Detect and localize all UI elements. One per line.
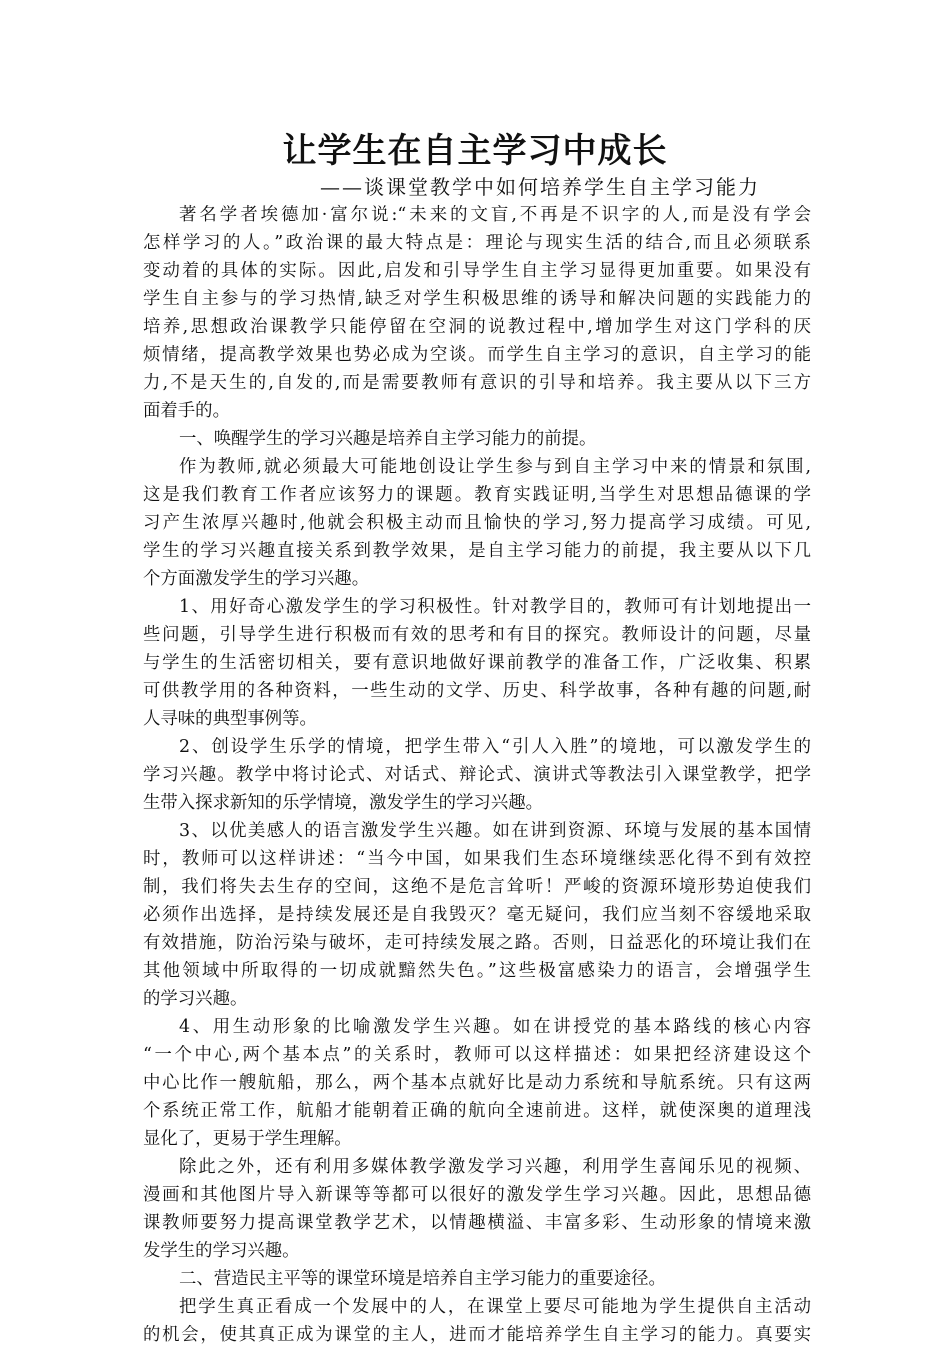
body-line: 著名学者埃德加·富尔说:“未来的文盲,不再是不识字的人,而是没有学会 (179, 205, 811, 225)
body-line: 习产生浓厚兴趣时,他就会积极主动而且愉快的学习,努力提高学习成绩。可见, (143, 513, 811, 533)
body-line: 个系统正常工作，航船才能朝着正确的航向全速前进。这样，就使深奥的道理浅 (143, 1101, 811, 1121)
document-subtitle: ——谈课堂教学中如何培养学生自主学习能力 (320, 175, 760, 199)
body-line: 发学生的学习兴趣。 (143, 1241, 300, 1261)
body-line: 3、以优美感人的语言激发学生兴趣。如在讲到资源、环境与发展的基本国情 (179, 821, 811, 841)
body-line: 变动着的具体的实际。因此,启发和引导学生自主学习显得更加重要。如果没有 (143, 261, 811, 281)
body-line: 2、创设学生乐学的情境，把学生带入“引人入胜”的境地，可以激发学生的 (179, 737, 811, 757)
body-line: “一个中心,两个基本点”的关系时，教师可以这样描述：如果把经济建设这个 (143, 1045, 811, 1065)
body-line: 面着手的。 (143, 401, 230, 421)
body-line: 漫画和其他图片导入新课等等都可以很好的激发学生学习兴趣。因此，思想品德 (143, 1185, 811, 1205)
body-line: 一、唤醒学生的学习兴趣是培养自主学习能力的前提。 (179, 429, 597, 449)
body-line: 生带入探求新知的乐学情境，激发学生的学习兴趣。 (143, 793, 543, 813)
body-line: 课教师要努力提高课堂教学艺术，以情趣横溢、丰富多彩、生动形象的情境来激 (143, 1213, 811, 1233)
body-line: 有效措施，防治污染与破坏，走可持续发展之路。否则，日益恶化的环境让我们在 (143, 933, 811, 953)
body-line: 作为教师,就必须最大可能地创设让学生参与到自主学习中来的情景和氛围, (179, 457, 811, 477)
body-line: 烦情绪，提高教学效果也势必成为空谈。而学生自主学习的意识，自主学习的能 (143, 345, 811, 365)
body-line: 二、营造民主平等的课堂环境是培养自主学习能力的重要途径。 (179, 1269, 666, 1289)
body-line: 学生自主参与的学习热情,缺乏对学生积极思维的诱导和解决问题的实践能力的 (143, 289, 811, 309)
body-line: 培养,思想政治课教学只能停留在空洞的说教过程中,增加学生对这门学科的厌 (143, 317, 811, 337)
body-line: 些问题，引导学生进行积极而有效的思考和有目的探究。教师设计的问题，尽量 (143, 625, 811, 645)
document-body (143, 201, 811, 1349)
body-line: 怎样学习的人。”政治课的最大特点是：理论与现实生活的结合,而且必须联系 (143, 233, 811, 253)
body-line: 中心比作一艘航船，那么，两个基本点就好比是动力系统和导航系统。只有这两 (143, 1073, 811, 1093)
body-line: 必须作出选择，是持续发展还是自我毁灭？毫无疑问，我们应当刻不容缓地采取 (143, 905, 811, 925)
body-line: 的机会，使其真正成为课堂的主人，进而才能培养学生自主学习的能力。真要实 (143, 1325, 811, 1345)
body-line: 除此之外，还有利用多媒体教学激发学习兴趣，利用学生喜闻乐见的视频、 (179, 1157, 811, 1177)
body-line: 其他领域中所取得的一切成就黯然失色。”这些极富感染力的语言，会增强学生 (143, 961, 811, 981)
body-line: 把学生真正看成一个发展中的人，在课堂上要尽可能地为学生提供自主活动 (179, 1297, 811, 1317)
document-title: 让学生在自主学习中成长 (282, 131, 668, 171)
body-line: 人寻味的典型事例等。 (143, 709, 317, 729)
body-line: 的学习兴趣。 (143, 989, 248, 1009)
body-line: 力,不是天生的,自发的,而是需要教师有意识的引导和培养。我主要从以下三方 (143, 373, 811, 393)
body-line: 学生的学习兴趣直接关系到教学效果，是自主学习能力的前提，我主要从以下几 (143, 541, 811, 561)
body-line: 时，教师可以这样讲述：“当今中国，如果我们生态环境继续恶化得不到有效控 (143, 849, 811, 869)
body-line: 1、用好奇心激发学生的学习积极性。针对教学目的，教师可有计划地提出一 (179, 597, 811, 617)
body-line: 学习兴趣。教学中将讨论式、对话式、辩论式、演讲式等教法引入课堂教学，把学 (143, 765, 811, 785)
body-line: 与学生的生活密切相关，要有意识地做好课前教学的准备工作，广泛收集、积累 (143, 653, 811, 673)
body-line: 4、用生动形象的比喻激发学生兴趣。如在讲授党的基本路线的核心内容 (179, 1017, 811, 1037)
body-line: 这是我们教育工作者应该努力的课题。教育实践证明,当学生对思想品德课的学 (143, 485, 811, 505)
body-line: 可供教学用的各种资料，一些生动的文学、历史、科学故事，各种有趣的问题,耐 (143, 681, 811, 701)
body-line: 个方面激发学生的学习兴趣。 (143, 569, 370, 589)
body-line: 显化了，更易于学生理解。 (143, 1129, 352, 1149)
body-line: 制，我们将失去生存的空间，这绝不是危言耸听！严峻的资源环境形势迫使我们 (143, 877, 811, 897)
